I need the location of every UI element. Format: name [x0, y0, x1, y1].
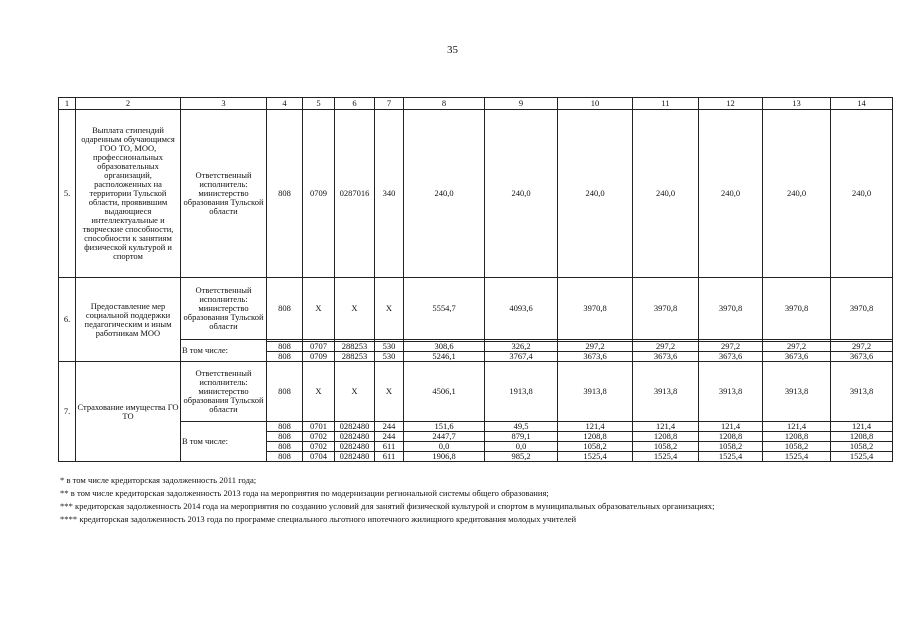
- value-cell: 121,4: [763, 422, 831, 432]
- code-cell: 0701: [303, 422, 335, 432]
- value-cell: 240,0: [831, 110, 893, 278]
- code-cell: 0287016: [335, 110, 375, 278]
- code-cell: 0282480: [335, 442, 375, 452]
- code-cell: 611: [375, 442, 404, 452]
- value-cell: 3970,8: [831, 278, 893, 340]
- header-cell: 9: [485, 98, 558, 110]
- code-cell: 808: [267, 110, 303, 278]
- code-cell: 530: [375, 352, 404, 362]
- value-cell: 297,2: [699, 342, 763, 352]
- footnote: *** кредиторская задолженность 2014 года на мероприятия по созданию условий для занятий физической культурой и спортом в муниципальных образовательных организациях;: [60, 501, 715, 511]
- header-row: [59, 98, 893, 110]
- value-cell: 3970,8: [699, 278, 763, 340]
- row-number: 7.: [59, 362, 76, 462]
- value-cell: 1208,8: [831, 432, 893, 442]
- code-cell: 808: [267, 452, 303, 462]
- code-cell: 244: [375, 422, 404, 432]
- value-cell: 0,0: [404, 442, 485, 452]
- value-cell: 240,0: [485, 110, 558, 278]
- value-cell: 3970,8: [633, 278, 699, 340]
- value-cell: 1058,2: [558, 442, 633, 452]
- header-cell: 13: [763, 98, 831, 110]
- value-cell: 1208,8: [558, 432, 633, 442]
- value-cell: 3913,8: [633, 362, 699, 422]
- value-cell: 3913,8: [831, 362, 893, 422]
- code-cell: 611: [375, 452, 404, 462]
- code-cell: 808: [267, 432, 303, 442]
- executor-cell: Ответственный исполнитель: министерство образования Тульской области: [181, 362, 267, 422]
- value-cell: 985,2: [485, 452, 558, 462]
- header-cell: 5: [303, 98, 335, 110]
- code-cell: 808: [267, 362, 303, 422]
- value-cell: 1525,4: [763, 452, 831, 462]
- code-cell: 288253: [335, 352, 375, 362]
- code-cell: 0282480: [335, 432, 375, 442]
- code-cell: 288253: [335, 342, 375, 352]
- value-cell: 1208,8: [763, 432, 831, 442]
- value-cell: 1208,8: [699, 432, 763, 442]
- header-cell: 8: [404, 98, 485, 110]
- code-cell: 530: [375, 342, 404, 352]
- header-cell: 1: [59, 98, 76, 110]
- value-cell: 240,0: [558, 110, 633, 278]
- code-cell: 808: [267, 278, 303, 340]
- code-cell: X: [303, 278, 335, 340]
- value-cell: 5554,7: [404, 278, 485, 340]
- value-cell: 0,0: [485, 442, 558, 452]
- value-cell: 4093,6: [485, 278, 558, 340]
- value-cell: 1058,2: [633, 442, 699, 452]
- value-cell: 1913,8: [485, 362, 558, 422]
- value-cell: 3673,6: [831, 352, 893, 362]
- value-cell: 240,0: [404, 110, 485, 278]
- header-cell: 2: [76, 98, 181, 110]
- value-cell: 3913,8: [763, 362, 831, 422]
- measure-name: Выплата стипендий одаренным обучающимся ГОО ТО, МОО, профессиональных образовательных организаций, расположенных на территории Тульской области, проявившим выдающиеся интеллектуальные и творческие способности, способности к занятиям физической культурой и спортом: [76, 110, 181, 278]
- value-cell: 121,4: [699, 422, 763, 432]
- value-cell: 240,0: [763, 110, 831, 278]
- value-cell: 1906,8: [404, 452, 485, 462]
- header-cell: 12: [699, 98, 763, 110]
- code-cell: X: [335, 278, 375, 340]
- value-cell: 3913,8: [558, 362, 633, 422]
- value-cell: 151,6: [404, 422, 485, 432]
- table-row: [59, 278, 893, 340]
- value-cell: 3673,6: [763, 352, 831, 362]
- value-cell: 326,2: [485, 342, 558, 352]
- header-cell: 11: [633, 98, 699, 110]
- value-cell: 297,2: [763, 342, 831, 352]
- value-cell: 297,2: [558, 342, 633, 352]
- row-number: 6.: [59, 278, 76, 362]
- header-cell: 6: [335, 98, 375, 110]
- code-cell: 0709: [303, 352, 335, 362]
- value-cell: 3673,6: [558, 352, 633, 362]
- code-cell: 0702: [303, 442, 335, 452]
- value-cell: 879,1: [485, 432, 558, 442]
- value-cell: 3970,8: [558, 278, 633, 340]
- value-cell: 308,6: [404, 342, 485, 352]
- header-cell: 4: [267, 98, 303, 110]
- value-cell: 1525,4: [558, 452, 633, 462]
- value-cell: 2447,7: [404, 432, 485, 442]
- budget-table: [58, 97, 893, 462]
- code-cell: 0707: [303, 342, 335, 352]
- table-row: [59, 362, 893, 422]
- value-cell: 1058,2: [699, 442, 763, 452]
- value-cell: 1058,2: [831, 442, 893, 452]
- code-cell: 808: [267, 352, 303, 362]
- value-cell: 49,5: [485, 422, 558, 432]
- code-cell: 808: [267, 442, 303, 452]
- code-cell: X: [375, 362, 404, 422]
- code-cell: 0702: [303, 432, 335, 442]
- header-cell: 3: [181, 98, 267, 110]
- footnote: ** в том числе кредиторская задолженность 2013 года на мероприятия по модернизации региональной системы общего образования;: [60, 488, 549, 498]
- table-subrow: [59, 422, 893, 432]
- footnote: **** кредиторская задолженность 2013 года по программе специального льготного ипотечного жилищного кредитования молодых учителей: [60, 514, 577, 524]
- value-cell: 3673,6: [699, 352, 763, 362]
- value-cell: 297,2: [831, 342, 893, 352]
- measure-name: Предоставление мер социальной поддержки педагогическим и иным работникам МОО: [76, 278, 181, 362]
- value-cell: 240,0: [633, 110, 699, 278]
- value-cell: 121,4: [633, 422, 699, 432]
- page-number: 35: [447, 44, 458, 56]
- header-cell: 14: [831, 98, 893, 110]
- code-cell: 808: [267, 422, 303, 432]
- value-cell: 4506,1: [404, 362, 485, 422]
- value-cell: 5246,1: [404, 352, 485, 362]
- value-cell: 121,4: [831, 422, 893, 432]
- code-cell: 0282480: [335, 452, 375, 462]
- footnotes: [60, 474, 880, 526]
- value-cell: 3673,6: [633, 352, 699, 362]
- executor-cell: Ответственный исполнитель: министерство образования Тульской области: [181, 278, 267, 340]
- measure-name: Страхование имущества ГО ТО: [76, 362, 181, 462]
- executor-cell: Ответственный исполнитель: министерство образования Тульской области: [181, 110, 267, 278]
- code-cell: 0709: [303, 110, 335, 278]
- value-cell: 121,4: [558, 422, 633, 432]
- code-cell: 808: [267, 342, 303, 352]
- value-cell: 1525,4: [633, 452, 699, 462]
- value-cell: 240,0: [699, 110, 763, 278]
- value-cell: 1525,4: [699, 452, 763, 462]
- code-cell: 0282480: [335, 422, 375, 432]
- header-cell: 7: [375, 98, 404, 110]
- header-cell: 10: [558, 98, 633, 110]
- footnote: * в том числе кредиторская задолженность 2011 года;: [60, 475, 257, 485]
- value-cell: 3767,4: [485, 352, 558, 362]
- code-cell: 244: [375, 432, 404, 442]
- row-number: 5.: [59, 110, 76, 278]
- code-cell: X: [375, 278, 404, 340]
- code-cell: 0704: [303, 452, 335, 462]
- value-cell: 1525,4: [831, 452, 893, 462]
- code-cell: X: [303, 362, 335, 422]
- value-cell: 3970,8: [763, 278, 831, 340]
- value-cell: 1058,2: [763, 442, 831, 452]
- including-label: В том числе:: [181, 422, 267, 462]
- code-cell: X: [335, 362, 375, 422]
- value-cell: 1208,8: [633, 432, 699, 442]
- including-label: В том числе:: [181, 340, 267, 362]
- table-row: [59, 110, 893, 278]
- code-cell: 340: [375, 110, 404, 278]
- value-cell: 3913,8: [699, 362, 763, 422]
- value-cell: 297,2: [633, 342, 699, 352]
